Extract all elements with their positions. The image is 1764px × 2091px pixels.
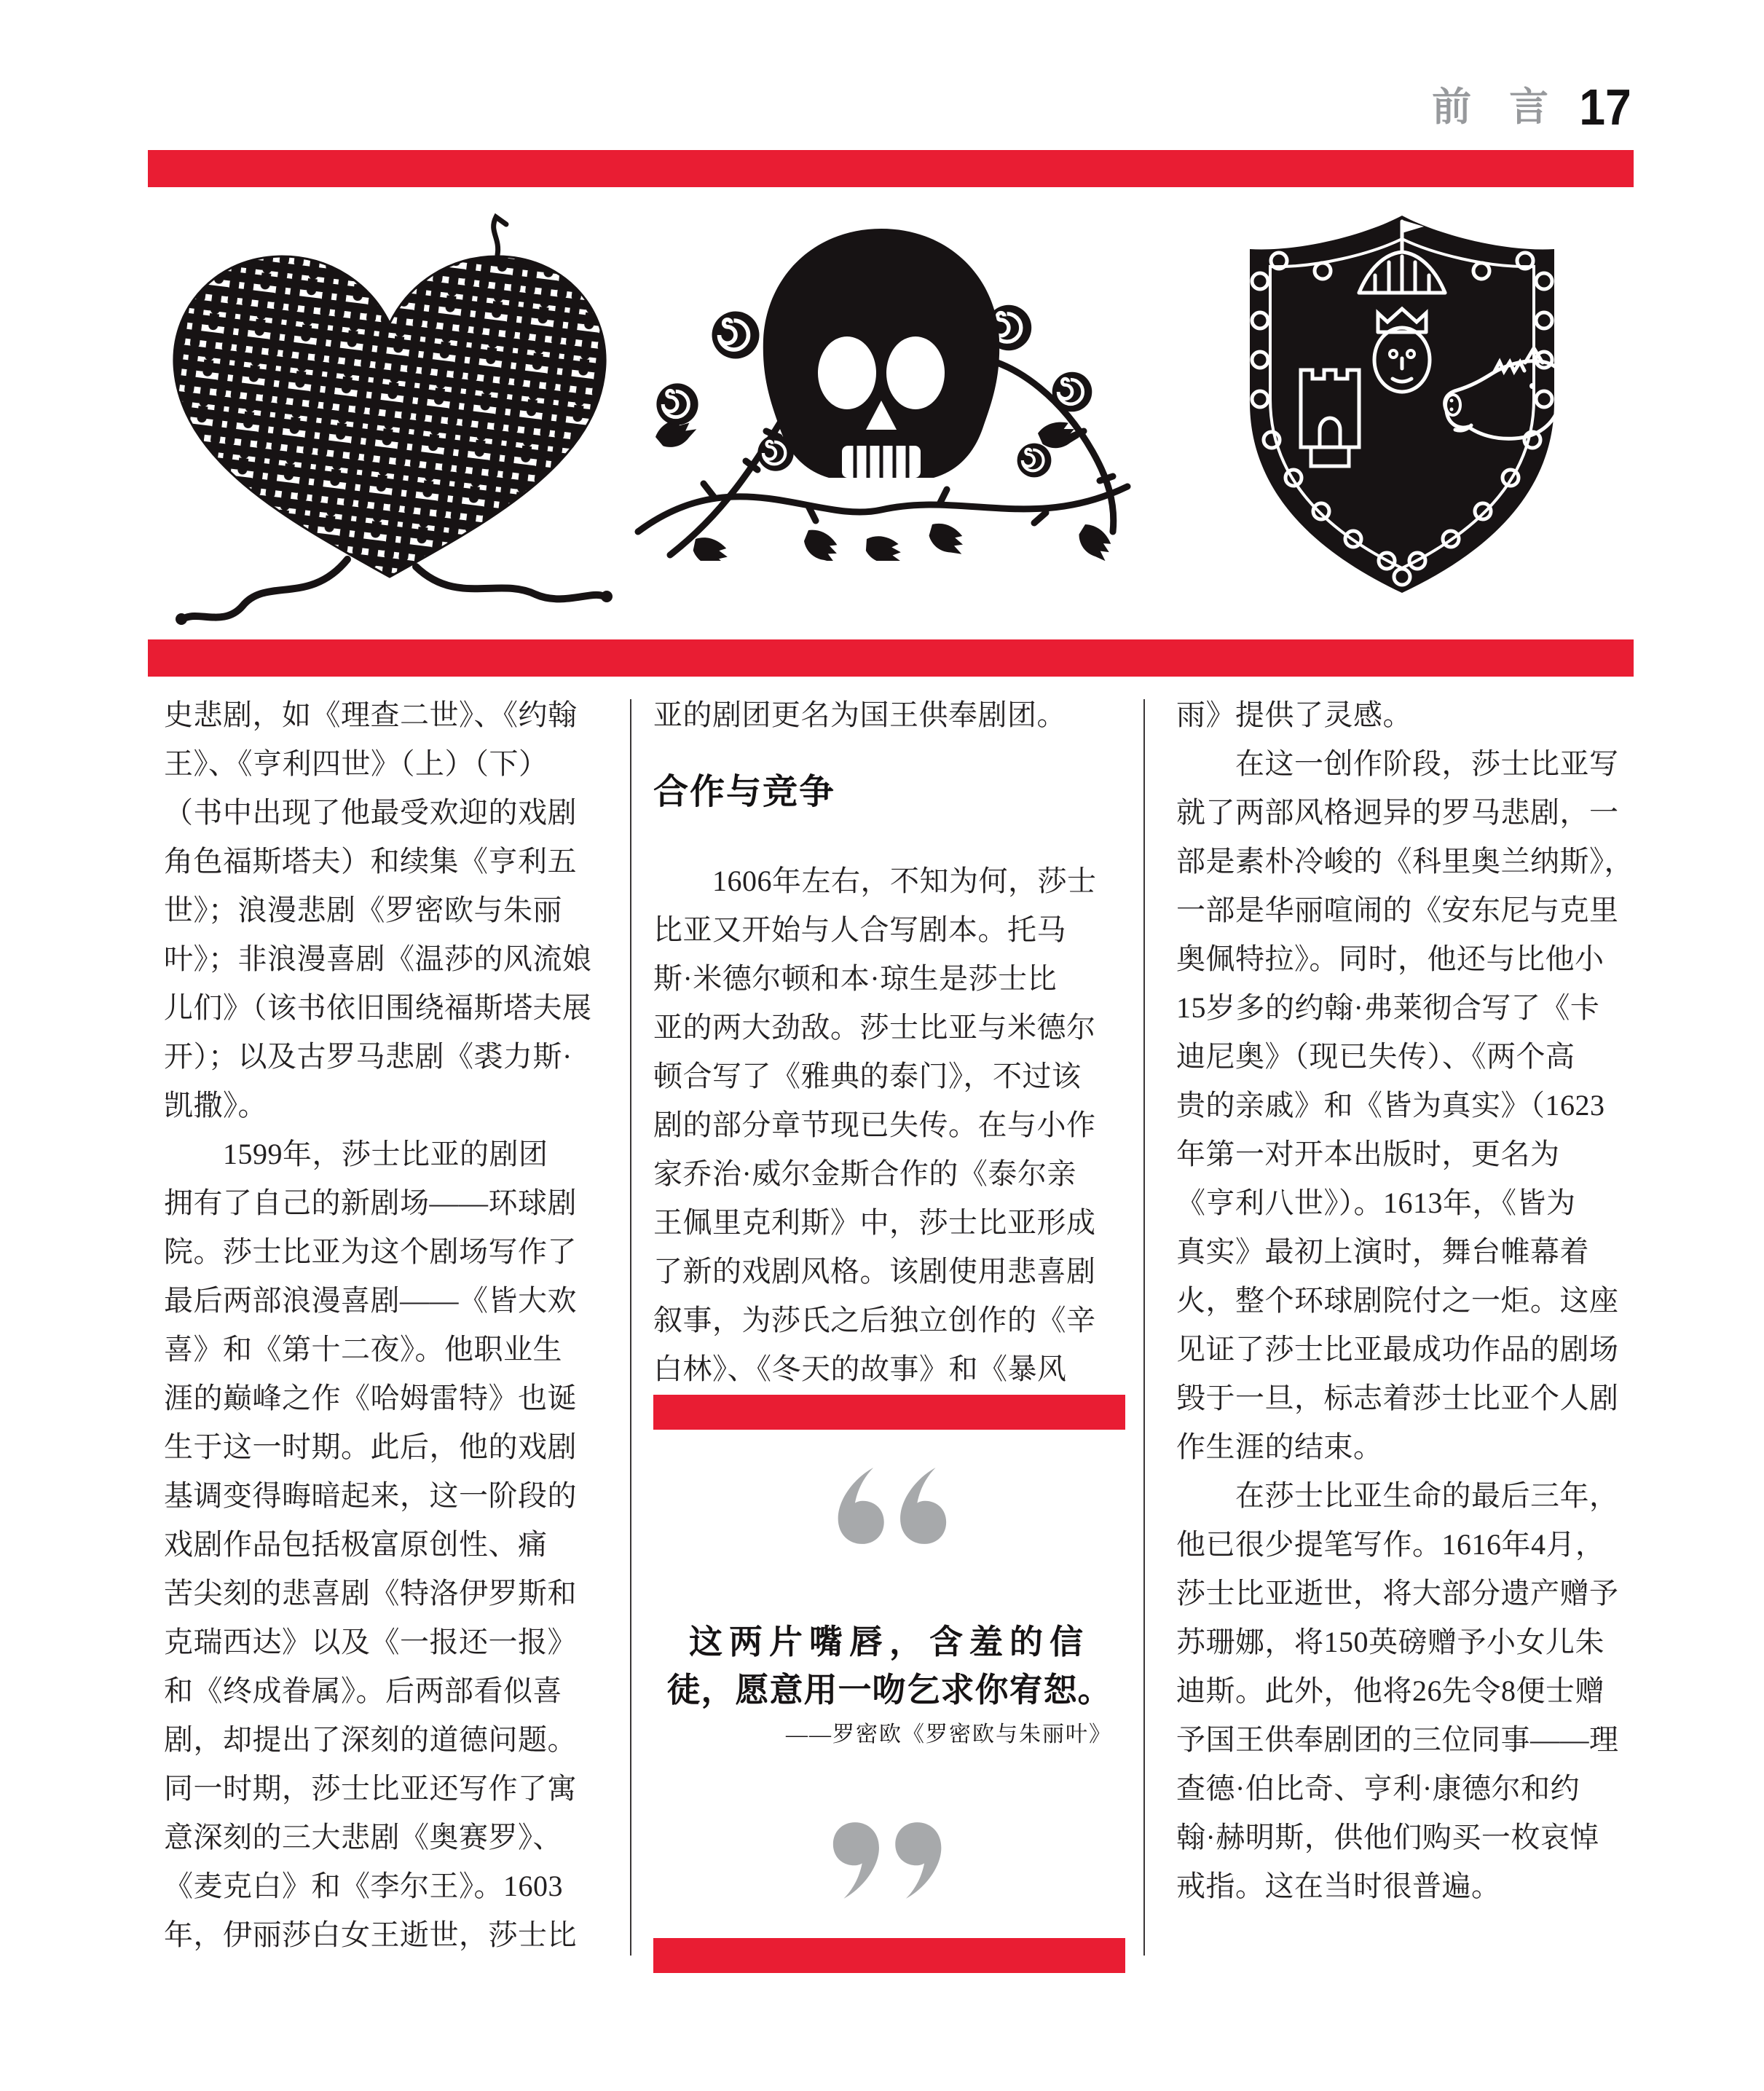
text-line: 作生涯的结束。	[1176, 1430, 1383, 1463]
text-line: 毁于一旦，标志着莎士比亚个人剧	[1176, 1382, 1619, 1414]
text-line: （书中出现了他最受欢迎的戏剧	[164, 796, 577, 829]
text-line: 在这一创作阶段，莎士比亚写	[1176, 747, 1619, 780]
skull	[763, 229, 999, 478]
text-line: 剧的部分章节现已失传。在与小作	[653, 1108, 1096, 1141]
text-line: 在莎士比亚生命的最后三年，	[1176, 1479, 1619, 1512]
text-line: 《麦克白》和《李尔王》。1603	[164, 1870, 563, 1902]
text-line: 角色福斯塔夫）和续集《亨利五	[164, 845, 577, 878]
text-line: 意深刻的三大悲剧《奥赛罗》、	[164, 1821, 562, 1854]
text-line: 王佩里克利斯》中，莎士比亚形成	[653, 1206, 1096, 1239]
text-line: 年第一对开本出版时，更名为	[1176, 1138, 1560, 1170]
column-2-paragraph	[653, 857, 1125, 1393]
quote-attribution: ——罗密欧《罗密欧与朱丽叶》	[786, 1722, 1112, 1747]
skull-roses-illustration	[626, 218, 1136, 561]
text-line: 1606年左右，不知为何，莎士	[653, 865, 1097, 897]
text-line: 比亚又开始与人合写剧本。托马	[653, 913, 1066, 946]
shield-crest-illustration	[1231, 205, 1573, 602]
text-line: 莎士比亚逝世，将大部分遗产赠予	[1176, 1577, 1619, 1610]
column-divider-left	[630, 699, 631, 1956]
text-line: 史悲剧，如《理查二世》、《约翰	[164, 698, 578, 731]
text-line: 克瑞西达》以及《一报还一报》	[164, 1626, 577, 1658]
text-line: 家乔治·威尔金斯合作的《泰尔亲	[653, 1157, 1076, 1190]
text-line: 戒指。这在当时很普遍。	[1176, 1870, 1501, 1902]
text-line: 和《终成眷属》。后两部看似喜	[164, 1674, 562, 1707]
text-column-3	[1176, 690, 1651, 1910]
middle-red-bar	[148, 639, 1634, 677]
text-line: 同一时期，莎士比亚还写作了寓	[164, 1772, 577, 1805]
text-line: 《亨利八世》）。1613年，《皆为	[1176, 1186, 1576, 1219]
text-line: 迪尼奥》（现已失传）、《两个高	[1176, 1040, 1575, 1073]
text-line: 叶》；非浪漫喜剧《温莎的风流娘	[164, 942, 592, 975]
subheading: 合作与竞争	[653, 773, 836, 811]
text-line: 基调变得晦暗起来，这一阶段的	[164, 1479, 577, 1512]
column-2-intro	[653, 690, 1125, 739]
text-line: 凯撒》。	[164, 1089, 267, 1122]
quote-bottom-red-bar	[653, 1938, 1125, 1973]
top-red-bar	[148, 150, 1634, 187]
text-line: 世》；浪漫悲剧《罗密欧与朱丽	[164, 894, 562, 926]
text-line: 火，整个环球剧院付之一炬。这座	[1176, 1284, 1619, 1317]
text-line: 1599年，莎士比亚的剧团	[164, 1138, 548, 1170]
text-line: 了新的戏剧风格。该剧使用悲喜剧	[653, 1255, 1096, 1288]
text-line: 院。莎士比亚为这个剧场写作了	[164, 1235, 577, 1268]
text-line: 顿合写了《雅典的泰门》，不过该	[653, 1060, 1082, 1092]
woven-heart-illustration	[157, 213, 623, 628]
text-line: 苏珊娜，将150英磅赠予小女儿朱	[1176, 1626, 1604, 1658]
text-line: 查德·伯比奇、亨利·康德尔和约	[1176, 1772, 1580, 1805]
text-line: 15岁多的约翰·弗莱彻合写了《卡	[1176, 991, 1600, 1024]
pull-quote	[653, 1618, 1125, 1714]
text-line: 雨》提供了灵感。	[1176, 698, 1412, 731]
text-line: 亚的剧团更名为国王供奉剧团。	[653, 698, 1066, 731]
text-line: 涯的巅峰之作《哈姆雷特》也诞	[164, 1382, 577, 1414]
text-line: 剧，却提出了深刻的道德问题。	[164, 1723, 577, 1756]
pull-quote-line: 徒，愿意用一吻乞求你宥恕。	[666, 1671, 1112, 1709]
text-line: 苦尖刻的悲喜剧《特洛伊罗斯和	[164, 1577, 577, 1610]
page-number: 17	[1579, 79, 1631, 135]
text-line: 予国王供奉剧团的三位同事——理	[1176, 1723, 1619, 1756]
text-line: 戏剧作品包括极富原创性、痛	[164, 1528, 548, 1561]
text-line: 白林》、《冬天的故事》和《暴风	[653, 1352, 1067, 1385]
text-line: 亚的两大劲敌。莎士比亚与米德尔	[653, 1011, 1096, 1044]
text-line: 见证了莎士比亚最成功作品的剧场	[1176, 1333, 1619, 1366]
text-line: 儿们》（该书依旧围绕福斯塔夫展	[164, 991, 592, 1024]
text-line: 拥有了自己的新剧场——环球剧	[164, 1186, 577, 1219]
text-line: 就了两部风格迥异的罗马悲剧，一	[1176, 796, 1619, 829]
text-line: 开）；以及古罗马悲剧《裘力斯·	[164, 1040, 572, 1073]
text-line: 叙事，为莎氏之后独立创作的《辛	[653, 1304, 1096, 1336]
text-line: 一部是华丽喧闹的《安东尼与克里	[1176, 894, 1619, 926]
text-column-2	[653, 690, 1125, 1973]
text-line: 贵的亲戚》和《皆为真实》（1623	[1176, 1089, 1605, 1122]
text-line: 奥佩特拉》。同时，他还与比他小	[1176, 942, 1604, 975]
text-line: 迪斯。此外，他将26先令8便士赠	[1176, 1674, 1604, 1707]
close-quote-icon	[830, 1821, 950, 1900]
text-line: 年，伊丽莎白女王逝世，莎士比	[164, 1918, 577, 1951]
section-title: 前言	[1432, 85, 1587, 129]
text-line: 喜》和《第十二夜》。他职业生	[164, 1333, 562, 1366]
text-line: 真实》最初上演时，舞台帷幕着	[1176, 1235, 1589, 1268]
text-line: 斯·米德尔顿和本·琼生是莎士比	[653, 962, 1058, 995]
column-divider-right	[1143, 699, 1145, 1956]
text-line: 王》、《亨利四世》（上）（下）	[164, 747, 548, 780]
page-header	[1432, 79, 1631, 135]
text-line: 他已很少提笔写作。1616年4月，	[1176, 1528, 1605, 1561]
text-line: 最后两部浪漫喜剧——《皆大欢	[164, 1284, 577, 1317]
text-line: 部是素朴冷峻的《科里奥兰纳斯》，	[1176, 845, 1634, 878]
text-line: 生于这一时期。此后，他的戏剧	[164, 1430, 577, 1463]
pull-quote-line: 这两片嘴唇，含羞的信	[689, 1623, 1090, 1661]
open-quote-icon	[830, 1466, 950, 1545]
text-line: 翰·赫明斯，供他们购买一枚哀悼	[1176, 1821, 1599, 1854]
text-column-1	[164, 690, 610, 1959]
quote-top-red-bar	[653, 1395, 1125, 1430]
